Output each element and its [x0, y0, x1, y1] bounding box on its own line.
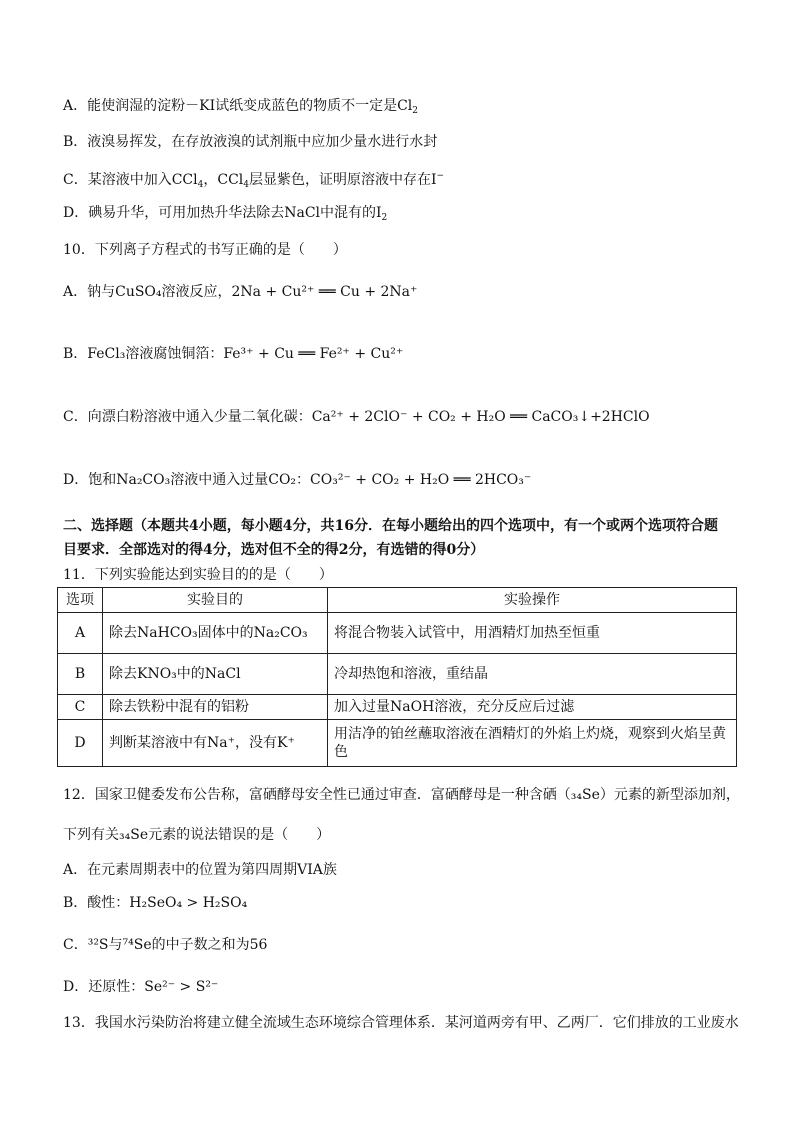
section-two-heading-line1: 二、选择题（本题共4小题，每小题4分，共16分．在每小题给出的四个选项中，有一个或两个选项符合题 — [63, 518, 718, 534]
q9-option-b: B．液溴易挥发，在存放液溴的试剂瓶中应加少量水进行水封 — [63, 134, 438, 150]
table-row — [58, 695, 737, 720]
q12-option-a: A．在元素周期表中的位置为第四周期VIA族 — [63, 862, 337, 878]
row-purpose: 除去KNO₃中的NaCl — [103, 654, 328, 695]
row-operation: 将混合物装入试管中，用酒精灯加热至恒重 — [328, 613, 737, 654]
header-option: 选项 — [58, 588, 103, 613]
row-operation: 用洁净的铂丝蘸取溶液在酒精灯的外焰上灼烧，观察到火焰呈黄色 — [328, 720, 737, 767]
row-operation: 冷却热饱和溶液，重结晶 — [328, 654, 737, 695]
row-purpose: 除去铁粉中混有的铝粉 — [103, 695, 328, 720]
row-option: C — [58, 695, 103, 720]
q12-option-c: C．³²S与⁷⁴Se的中子数之和为56 — [63, 937, 268, 953]
q9-option-a: A．能使润湿的淀粉－KI试纸变成蓝色的物质不一定是$Cl_2$ — [63, 98, 419, 116]
row-purpose: 判断某溶液中有Na⁺，没有K⁺ — [103, 720, 328, 767]
q10-stem: 10．下列离子方程式的书写正确的是（ ） — [63, 242, 347, 258]
row-option: A — [58, 613, 103, 654]
q9-option-c: C．某溶液中加入CCl$_4$，CCl$_4$层显紫色，证明原溶液中存在I− — [63, 171, 445, 190]
header-purpose: 实验目的 — [103, 588, 328, 613]
table-row — [58, 720, 737, 767]
q11-stem: 11．下列实验能达到实验目的的是（ ） — [63, 567, 333, 583]
row-operation: 加入过量NaOH溶液，充分反应后过滤 — [328, 695, 737, 720]
q12-option-b: B．酸性：H₂SeO₄ > H₂SO₄ — [63, 895, 248, 911]
q9-option-d: D．碘易升华，可用加热升华法除去NaCl中混有的$I_2$ — [63, 205, 388, 223]
q12-option-d: D．还原性：Se²⁻ > S²⁻ — [63, 979, 219, 995]
q10-option-a: A．钠与CuSO₄溶液反应，2Na + Cu²⁺ ══ Cu + 2Na⁺ — [63, 284, 418, 300]
table-header-row — [58, 588, 737, 613]
q12-stem-line1: 12．国家卫健委发布公告称，富硒酵母安全性已通过审查．富硒酵母是一种含硒（₃₄Se）元素的新型添加剂， — [63, 787, 740, 803]
q10-option-d: D．饱和Na₂CO₃溶液中通入过量CO₂：CO₃²⁻ + CO₂ + H₂O ══ 2HCO₃⁻ — [63, 472, 532, 488]
header-operation: 实验操作 — [328, 588, 737, 613]
q11-table — [57, 587, 737, 767]
q10-option-b: B．FeCl₃溶液腐蚀铜箔：Fe³⁺ + Cu ══ Fe²⁺ + Cu²⁺ — [63, 346, 404, 362]
q12-stem-line2: 下列有关₃₄Se元素的说法错误的是（ ） — [63, 827, 331, 843]
q10-option-c: C．向漂白粉溶液中通入少量二氧化碳：Ca²⁺ + 2ClO⁻ + CO₂ + H₂O ══ CaCO₃↓+2HClO — [63, 409, 650, 425]
row-option: B — [58, 654, 103, 695]
table-row — [58, 613, 737, 654]
row-purpose: 除去NaHCO₃固体中的Na₂CO₃ — [103, 613, 328, 654]
table-row — [58, 654, 737, 695]
row-option: D — [58, 720, 103, 767]
section-two-heading-line2: 目要求．全部选对的得4分，选对但不全的得2分，有选错的得0分） — [63, 542, 485, 558]
q13-stem: 13．我国水污染防治将建立健全流域生态环境综合管理体系．某河道两旁有甲、乙两厂．它们排放的工业废水 — [63, 1015, 739, 1031]
